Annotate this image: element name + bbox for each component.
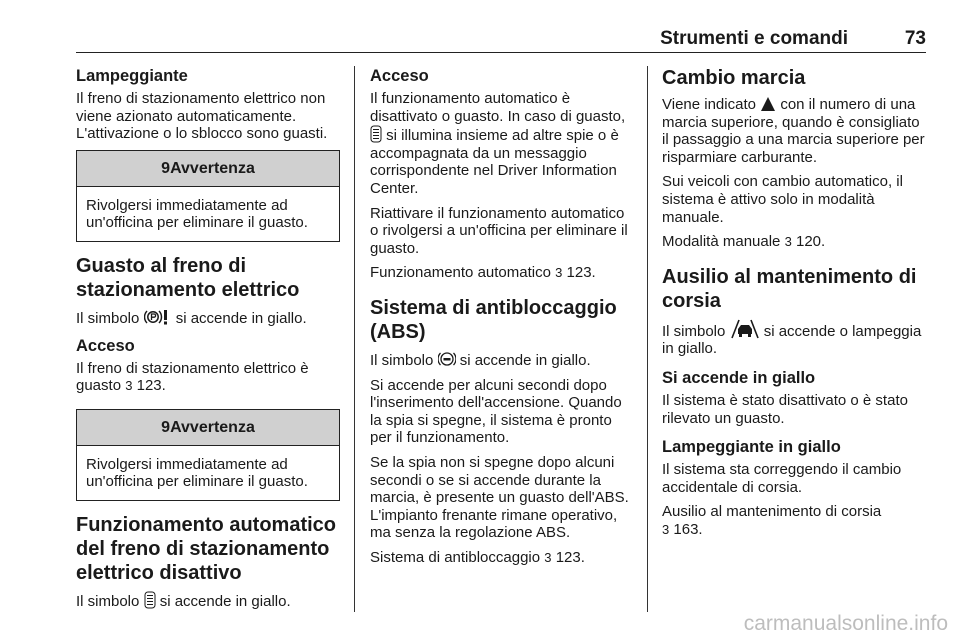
paragraph-ref-funzionamento: Funzionamento automatico 3 123.	[370, 264, 596, 282]
warning-icon: 9	[161, 159, 171, 177]
lane-keep-assist-icon	[730, 319, 760, 339]
paragraph-auto-disattivato: Il funzionamento automatico è disattivato o guasto. In caso di guasto, si illumina insieme ad altre spie o è accompagnata da un messaggio corrispondente nel Driver Information Center.	[370, 90, 626, 197]
header-title: Strumenti e comandi	[660, 28, 848, 49]
auto-hold-off-icon	[144, 591, 156, 609]
parking-brake-fault-icon	[144, 308, 172, 326]
column-3	[662, 66, 926, 546]
paragraph-abs-accensione: Si accende per alcuni secondi dopo l'inserimento dell'accensione. Quando la spia si spegne, il sistema è pronto per il funzionamento.	[370, 376, 622, 447]
paragraph-simbolo-abs: Il simbolo si accende in giallo.	[370, 351, 591, 369]
column-divider-2	[647, 66, 648, 612]
watermark: carmanualsonline.info	[743, 612, 948, 635]
warning-box-1	[76, 150, 340, 242]
column-divider-1	[354, 66, 355, 612]
paragraph-disattivato: Il sistema è stato disattivato o è stato rilevato un guasto.	[662, 391, 908, 427]
paragraph-lampeggiante: Il freno di stazionamento elettrico non viene azionato automaticamente. L'attivazione o lo sblocco sono guasti.	[76, 90, 328, 143]
heading-acceso: Acceso	[76, 336, 135, 355]
heading-lampeggiante: Lampeggiante	[76, 67, 188, 85]
paragraph-correggendo: Il sistema sta correggendo il cambio accidentale di corsia.	[662, 461, 902, 496]
paragraph-acceso: Il freno di stazionamento elettrico è guasto 3 123.	[76, 359, 309, 395]
page-number: 73	[904, 28, 926, 49]
page-header	[76, 26, 926, 53]
warning-body: Rivolgersi immediatamente ad un'officina per eliminare il guasto.	[86, 455, 308, 491]
heading-funzionamento-automatico: Funzionamento automatico del freno di stazionamento elettrico disattivo	[76, 513, 336, 584]
heading-guasto-freno: Guasto al freno di stazionamento elettrico	[76, 254, 300, 301]
warning-title: Avvertenza	[170, 159, 255, 177]
page-ref-arrow-icon: 3	[544, 549, 552, 565]
heading-lampeggiante-giallo: Lampeggiante in giallo	[662, 438, 841, 457]
paragraph-abs-guasto: Se la spia non si spegne dopo alcuni secondi o se si accende durante la marcia, è presente un guasto dell'ABS. L'impianto frenante rimane operativo, ma senza la regolazione ABS.	[370, 453, 629, 542]
warning-header	[77, 410, 339, 446]
auto-hold-off-icon	[370, 125, 382, 143]
paragraph-simbolo-auto: Il simbolo si accende in giallo.	[76, 592, 291, 610]
paragraph-ref-manuale: Modalità manuale 3 120.	[662, 233, 826, 251]
paragraph-simbolo-freno: Il simbolo si accende in giallo.	[76, 309, 307, 327]
paragraph-riattivare: Riattivare il funzionamento automatico o rivolgersi a un'officina per eliminare il guasto.	[370, 204, 628, 257]
paragraph-ref-corsia: Ausilio al mantenimento di corsia 3 163.	[662, 503, 882, 538]
abs-icon	[438, 350, 456, 368]
page-ref-arrow-icon: 3	[784, 234, 792, 250]
heading-abs: Sistema di antibloccaggio (ABS)	[370, 296, 617, 343]
warning-box-2	[76, 409, 340, 501]
heading-cambio-marcia: Cambio marcia	[662, 67, 806, 89]
paragraph-ref-abs: Sistema di antibloccaggio 3 123.	[370, 548, 585, 566]
page-ref-arrow-icon: 3	[125, 378, 133, 394]
heading-ausilio-corsia: Ausilio al mantenimento di corsia	[662, 265, 917, 312]
heading-si-accende-giallo: Si accende in giallo	[662, 368, 816, 387]
shift-up-triangle-icon	[760, 96, 776, 112]
paragraph-simbolo-corsia: Il simbolo si accende o lampeggia in giallo.	[662, 319, 926, 358]
warning-title: Avvertenza	[170, 418, 255, 436]
warning-header	[77, 151, 339, 187]
paragraph-cambio-automatico: Sui veicoli con cambio automatico, il sistema è attivo solo in modalità manuale.	[662, 173, 903, 226]
page-ref-arrow-icon: 3	[662, 521, 670, 537]
column-1	[76, 66, 340, 618]
paragraph-cambio-marcia: Viene indicato con il numero di una marcia superiore, quando è consigliato il passaggio a una marcia superiore per risparmiare carburante.	[662, 96, 925, 166]
heading-acceso-auto: Acceso	[370, 67, 429, 85]
warning-icon: 9	[161, 418, 171, 436]
warning-body: Rivolgersi immediatamente ad un'officina per eliminare il guasto.	[86, 196, 308, 232]
page-ref-arrow-icon: 3	[555, 265, 563, 281]
column-2	[370, 66, 632, 573]
